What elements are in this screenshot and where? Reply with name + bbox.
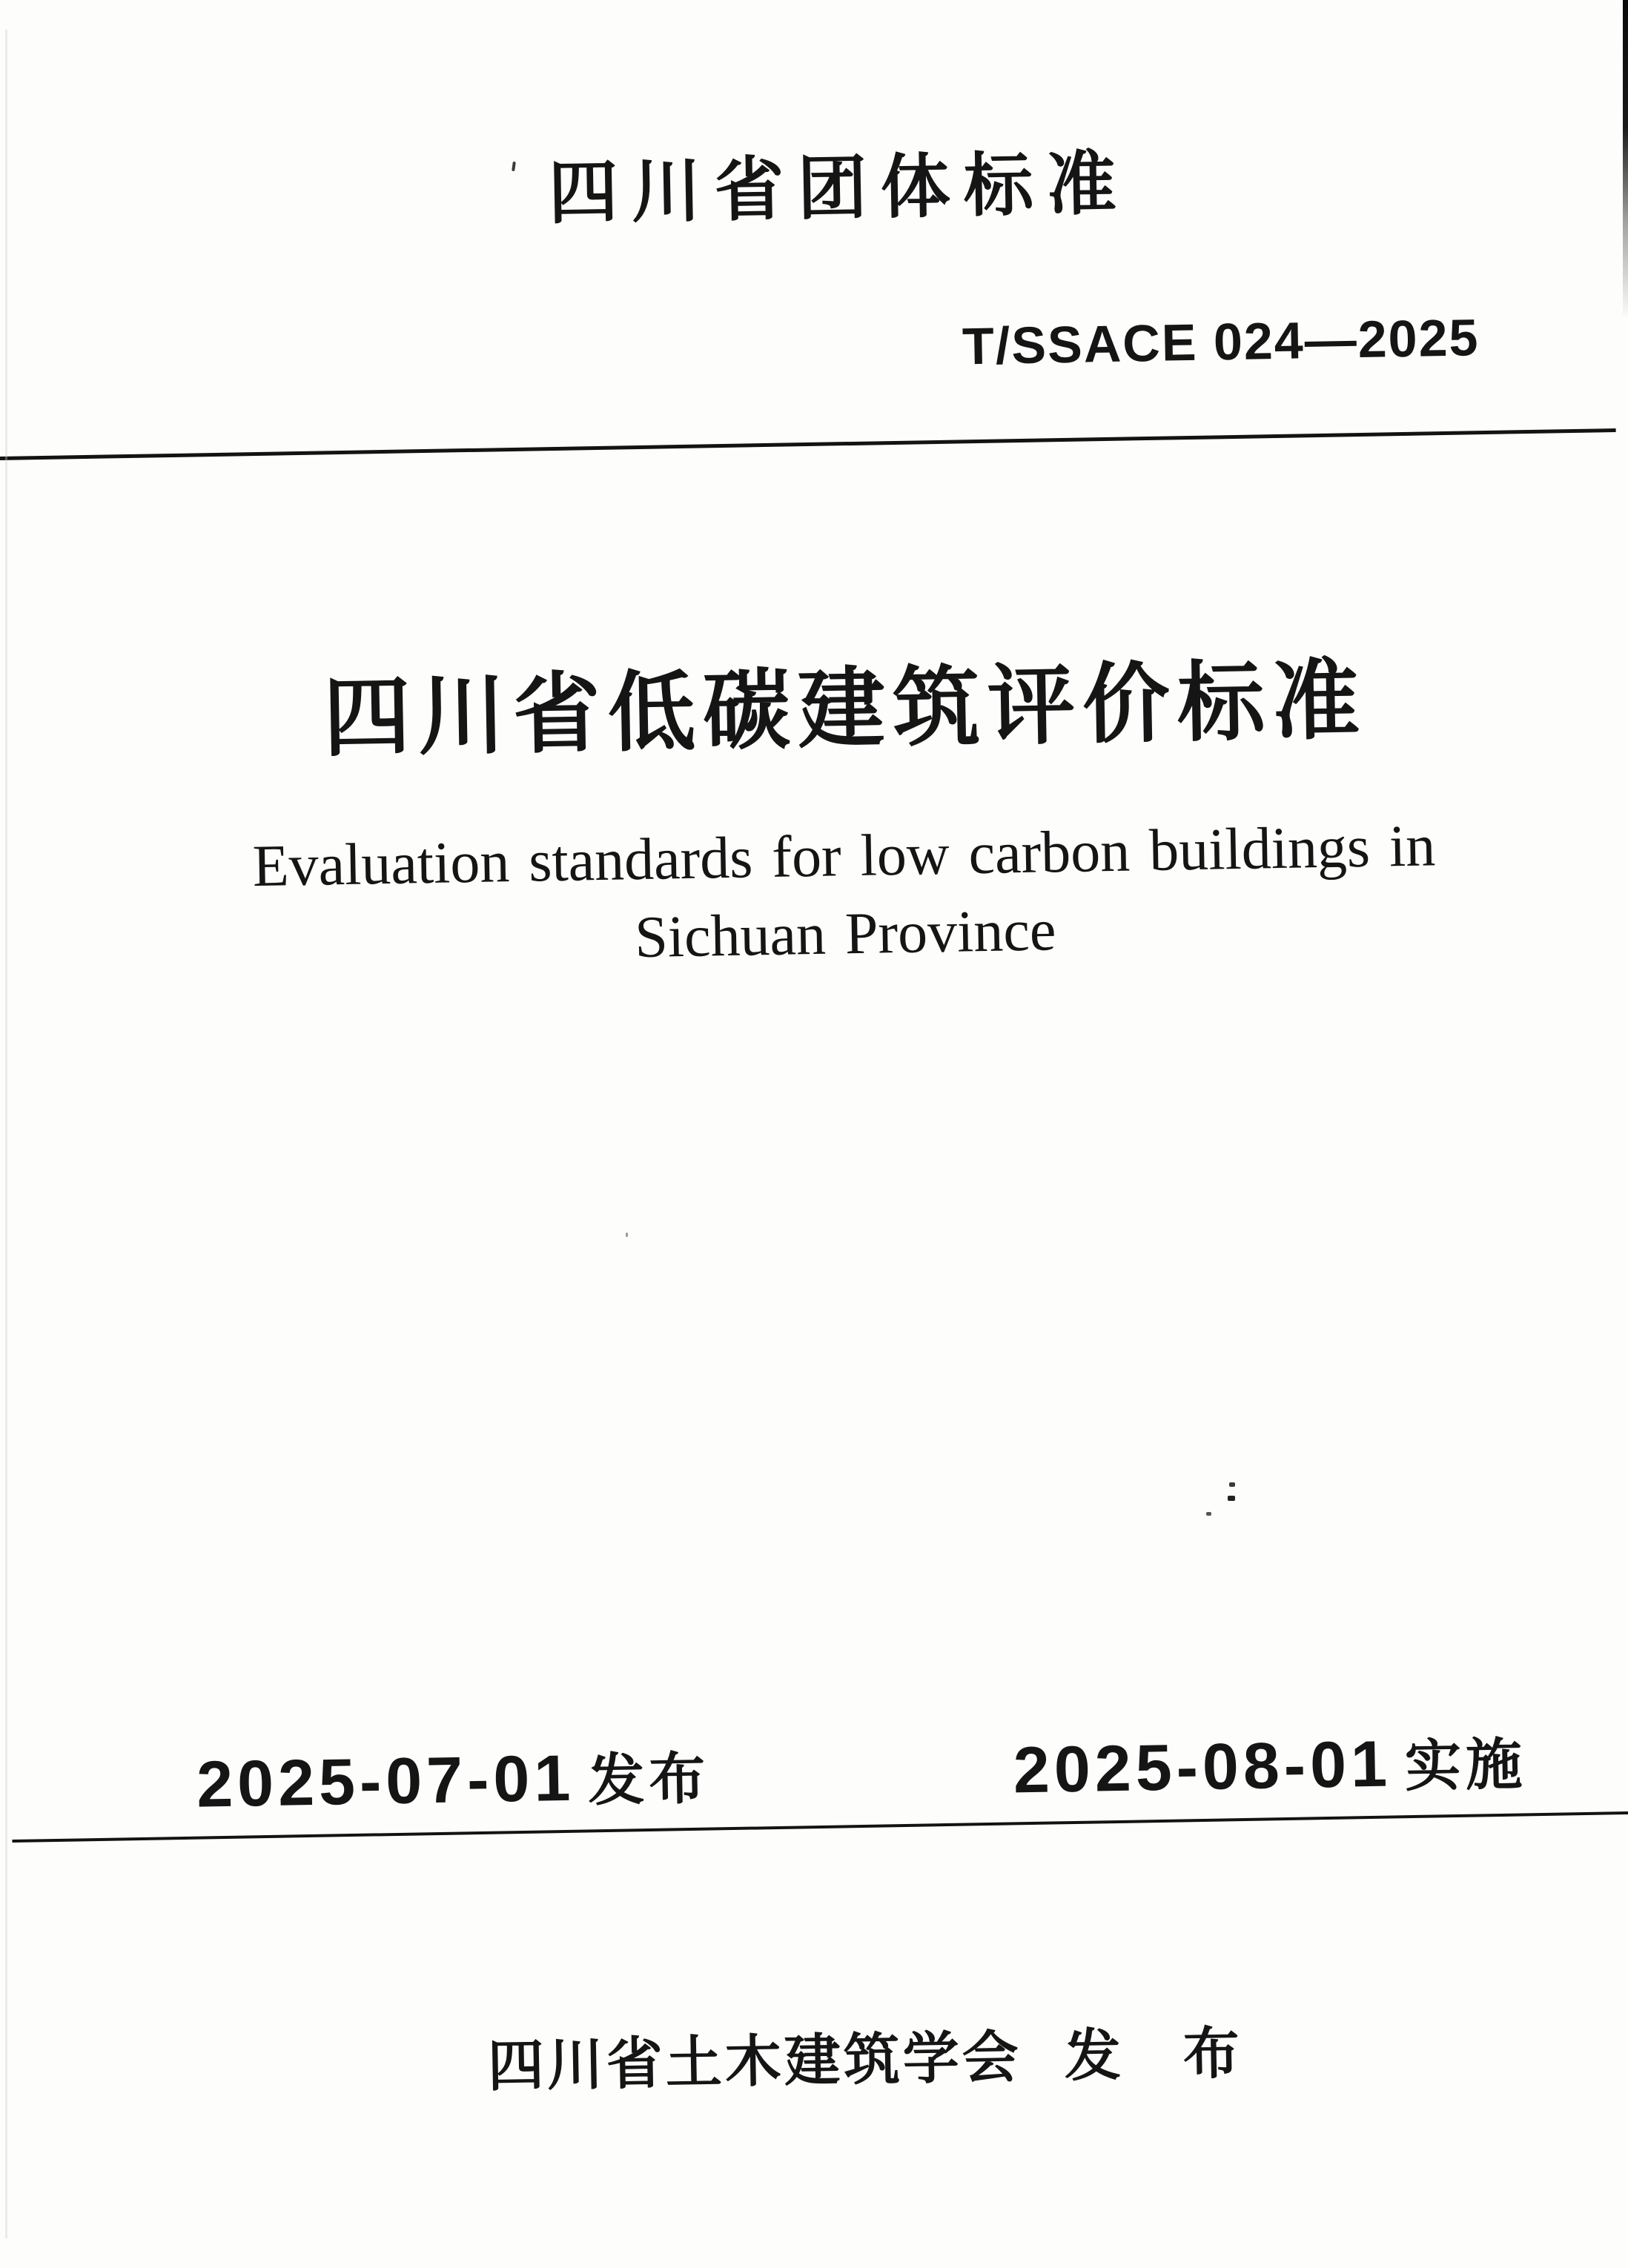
issue-date: 2025-07-01 — [196, 1740, 576, 1821]
implementation-date-block — [1013, 1727, 1527, 1823]
document-title-en — [64, 804, 1625, 987]
scan-speck — [1206, 1512, 1211, 1516]
issue-date-label: 发布 — [587, 1747, 711, 1813]
publish-action-label: 发 布 — [1064, 2022, 1243, 2089]
scan-speck — [1228, 1496, 1235, 1501]
implementation-date: 2025-08-01 — [1013, 1726, 1392, 1807]
publisher-name: 四川省土木建筑学会 — [487, 2026, 1022, 2098]
standard-type-heading: 四川省团体标准 — [547, 144, 1131, 233]
scan-edge-artifact-left — [5, 30, 7, 2238]
issue-date-block — [196, 1742, 710, 1838]
scan-speck — [626, 1233, 628, 1237]
document-title-zh: 四川省低碳建筑评价标准 — [322, 651, 1369, 768]
cover-content — [50, 0, 1628, 2268]
document-title-en-line2: Sichuan Province — [634, 898, 1057, 971]
implementation-date-label: 实施 — [1404, 1733, 1527, 1799]
scan-speck — [1229, 1482, 1235, 1487]
scan-edge-artifact-right — [1623, 0, 1628, 319]
publisher-line — [85, 2019, 1628, 2103]
standard-code: T/SSACE 024—2025 — [962, 308, 1480, 376]
document-title-en-line1: Evaluation standards for low carbon buildings in — [251, 813, 1436, 900]
